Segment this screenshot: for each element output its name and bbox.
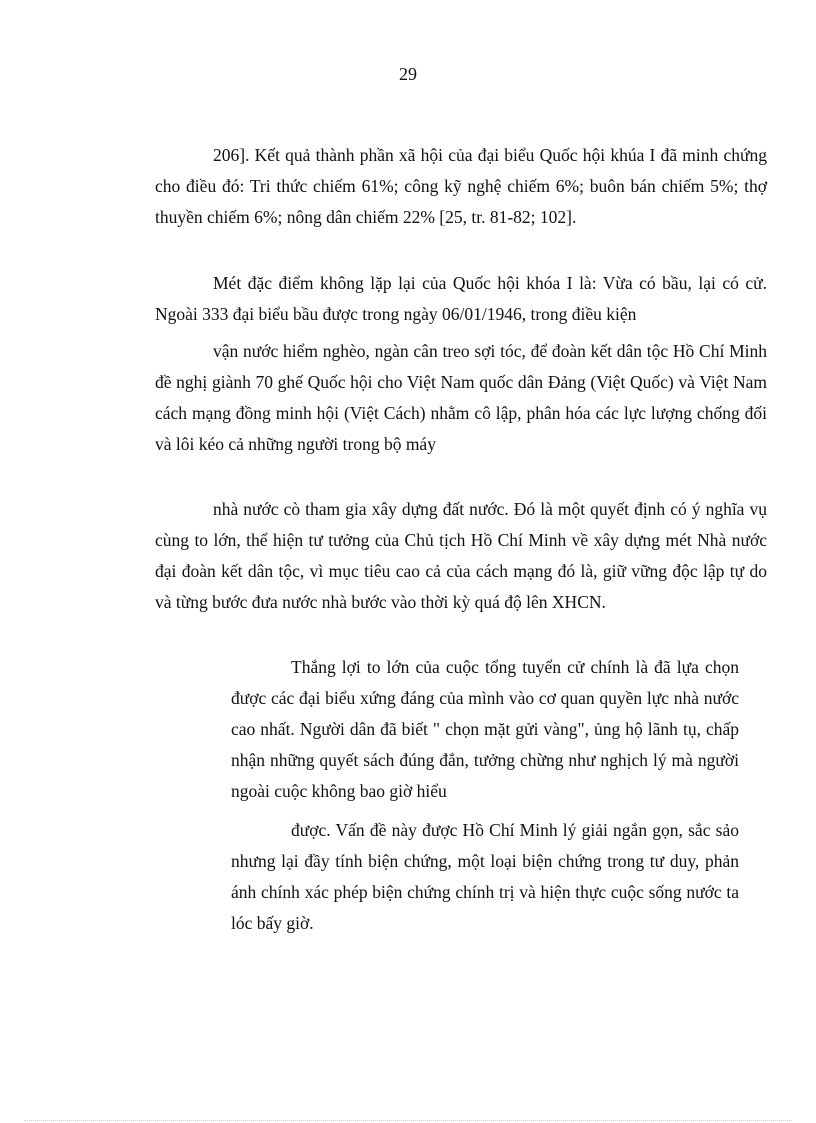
page-bottom-divider xyxy=(24,1120,792,1121)
paragraph-seats-allocation: vận nước hiểm nghèo, ngàn cân treo sợi tóc, để đoàn kết dân tộc Hồ Chí Minh đề nghị giành 70 ghế Quốc hội cho Việt Nam quốc dân Đảng (Việt Quốc) và Việt Nam cách mạng đồng minh hội (Việt Cách) nhằm cô lập, phân hóa các lực lượng chống đối và lôi kéo cả những người trong bộ máy xyxy=(155,341,767,454)
quote-election-victory: Thắng lợi to lớn của cuộc tổng tuyển cử chính là đã lựa chọn được các đại biểu xứng đáng của mình vào cơ quan quyền lực nhà nước cao nhất. Người dân đã biết " chọn mặt gửi vàng", ủng hộ lãnh tụ, chấp nhận những quyết sách đúng đắn, tưởng chừng như nghịch lý mà người ngoài cuộc không bao giờ hiểu xyxy=(231,657,739,801)
paragraph-first-assembly-feature: Mét đặc điểm không lặp lại của Quốc hội khóa I là: Vừa có bầu, lại có cử. Ngoài 333 đại biểu bầu được trong ngày 06/01/1946, trong điều kiện xyxy=(155,273,767,324)
page-number: 29 xyxy=(399,64,417,84)
paragraph-representative-composition: 206]. Kết quả thành phần xã hội của đại biểu Quốc hội khúa I đã minh chứng cho điều đó: Tri thức chiếm 61%; công kỹ nghệ chiếm 6%; buôn bán chiếm 5%; thợ thuyền chiếm 6%; nông dân chiếm 22% [25, tr. 81-82; 102]. xyxy=(155,145,767,227)
paragraph-great-unity-decision: nhà nước cò tham gia xây dựng đất nước. Đó là một quyết định có ý nghĩa vụ cùng to lớn, thể hiện tư tưởng của Chủ tịch Hồ Chí Minh về xây dựng mét Nhà nước đại đoàn kết dân tộc, vì mục tiêu cao cả của cách mạng đó là, giữ vững độc lập tự do và từng bước đưa nước nhà bước vào thời kỳ quá độ lên XHCN. xyxy=(155,499,767,612)
quote-dialectic-explanation: được. Vấn đề này được Hồ Chí Minh lý giải ngắn gọn, sắc sảo nhưng lại đầy tính biện chứng, một loại biện chứng trong tư duy, phản ánh chính xác phép biện chứng chính trị và hiện thực cuộc sống nước ta lóc bấy giờ. xyxy=(231,820,739,933)
